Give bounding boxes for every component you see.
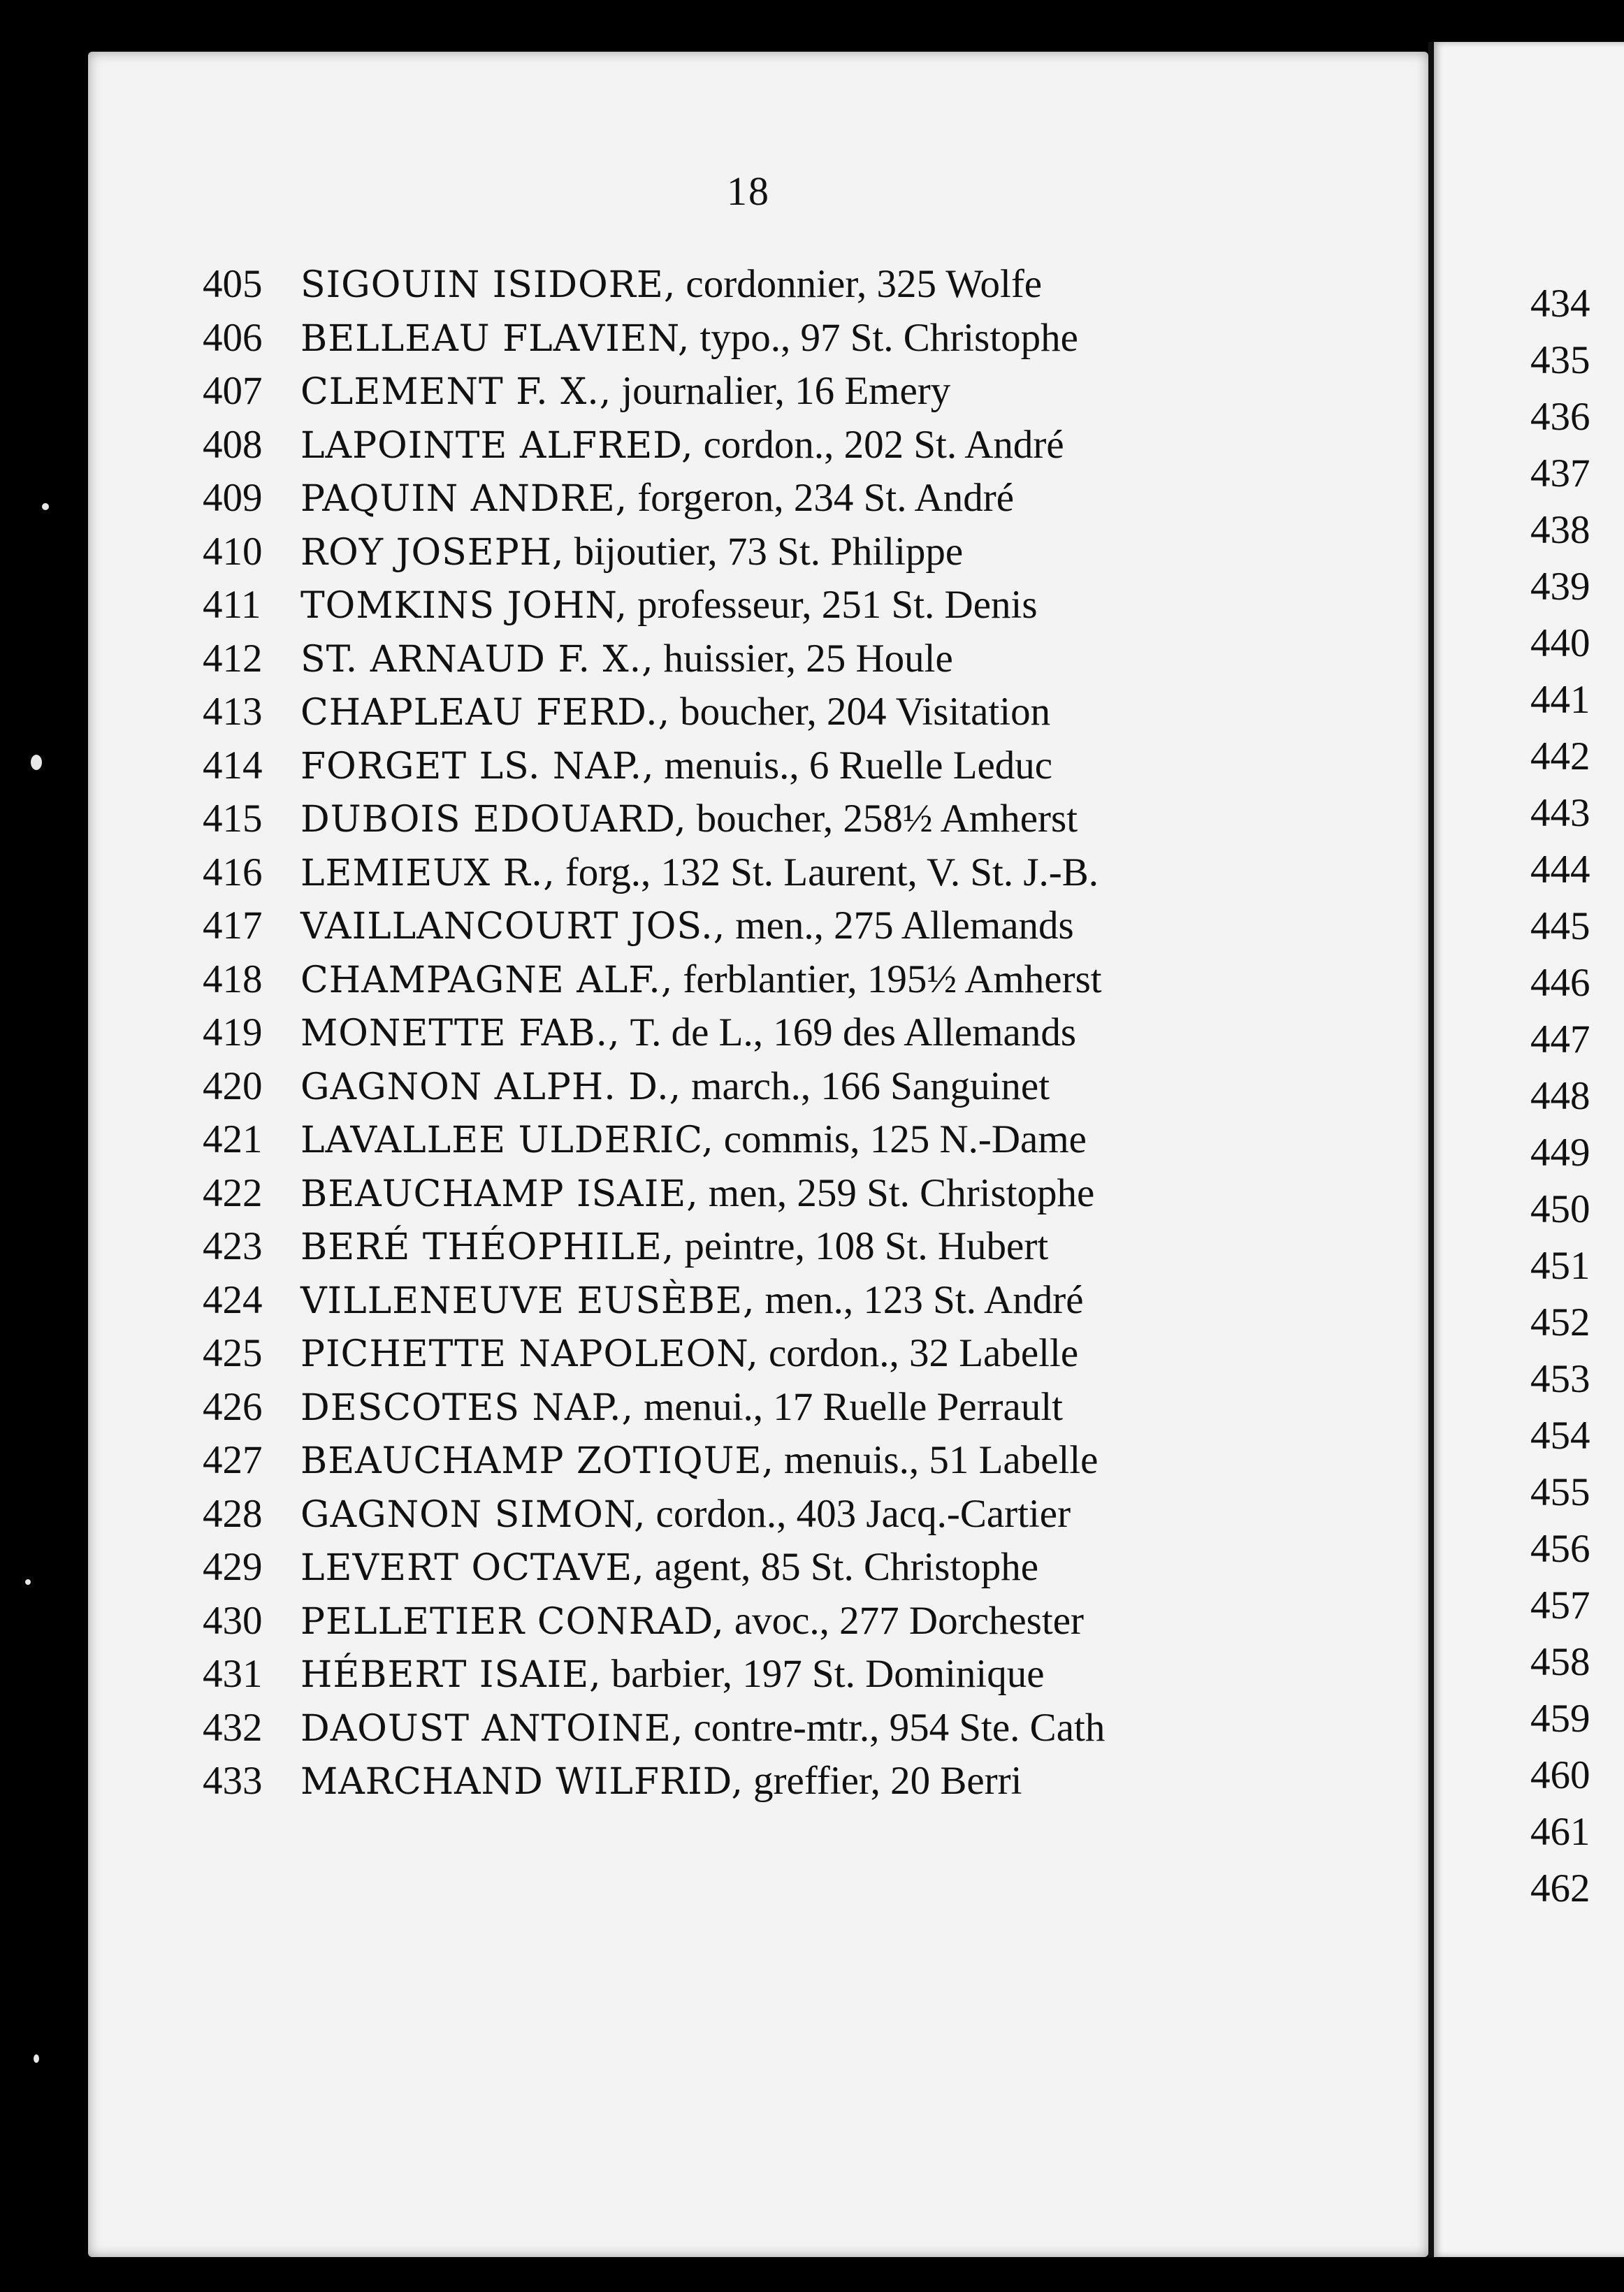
directory-entry: [203, 1491, 1307, 1545]
entry-number: 408: [203, 422, 263, 467]
entry-details: march., 166 Sanguinet: [691, 1064, 1050, 1108]
entry-details: menuis., 51 Labelle: [783, 1438, 1099, 1482]
right-page-entry-number: 456: [1530, 1527, 1590, 1571]
entry-details: bijoutier, 73 St. Philippe: [574, 529, 964, 574]
directory-entry: [203, 368, 1307, 422]
directory-entry: [203, 1598, 1307, 1652]
entry-details: boucher, 204 Visitation: [680, 690, 1051, 734]
entry-name: BEAUCHAMP ISAIE,: [300, 1173, 699, 1215]
entry-details: typo., 97 St. Christophe: [699, 315, 1078, 360]
entry-name: DESCOTES NAP.,: [300, 1386, 635, 1429]
entry-name: LEMIEUX R.,: [300, 852, 556, 894]
entry-details: forg., 132 St. Laurent, V. St. J.-B.: [565, 850, 1099, 894]
directory-entry: [203, 1651, 1307, 1705]
entry-name: MONETTE FAB.,: [300, 1013, 621, 1054]
directory-entry: [203, 1117, 1307, 1170]
entry-number: 405: [203, 262, 263, 306]
directory-entry: [203, 689, 1307, 743]
directory-entry: [203, 850, 1307, 904]
entry-name: PELLETIER CONRAD,: [300, 1600, 725, 1643]
right-page-entry-number: 434: [1530, 282, 1590, 326]
entry-details: boucher, 258½ Amherst: [696, 797, 1078, 841]
right-page-entry-number: 457: [1530, 1583, 1590, 1627]
directory-entry: [203, 1277, 1307, 1331]
entry-number: 409: [203, 476, 263, 520]
entry-number: 430: [203, 1598, 263, 1643]
entry-details: huissier, 25 Houle: [663, 636, 953, 681]
entry-name: PAQUIN ANDRE,: [300, 478, 628, 520]
entry-number: 415: [203, 797, 263, 841]
entry-name: VILLENEUVE EUSÈBE,: [300, 1279, 755, 1322]
entry-details: forgeron, 234 St. André: [637, 476, 1014, 520]
entry-number: 429: [203, 1545, 263, 1589]
entry-name: ROY JOSEPH,: [300, 531, 565, 574]
entry-number: 407: [203, 369, 263, 413]
directory-entry: [203, 957, 1307, 1010]
entry-details: cordon., 32 Labelle: [768, 1331, 1079, 1375]
entry-number: 425: [203, 1331, 263, 1375]
right-page-entry-number: 442: [1530, 734, 1590, 778]
entry-number: 413: [203, 690, 263, 734]
entry-details: ferblantier, 195½ Amherst: [683, 957, 1102, 1001]
right-page-entry-number: 439: [1530, 565, 1590, 609]
entry-details: greffier, 20 Berri: [753, 1759, 1022, 1803]
entry-number: 431: [203, 1652, 263, 1696]
directory-entry: [203, 1330, 1307, 1384]
right-page-entry-number: 444: [1530, 848, 1590, 892]
paper-speck: [42, 503, 49, 510]
entry-number: 432: [203, 1705, 263, 1750]
entry-number: 428: [203, 1491, 263, 1536]
right-page-entry-number: 447: [1530, 1017, 1590, 1061]
right-page-numbers: [1530, 281, 1624, 1922]
entry-details: avoc., 277 Dorchester: [734, 1598, 1084, 1643]
directory-entry: [203, 1170, 1307, 1224]
entry-name: BELLEAU FLAVIEN,: [300, 317, 690, 360]
entry-name: BERÉ THÉOPHILE,: [300, 1226, 675, 1268]
entry-number: 419: [203, 1010, 263, 1054]
right-page-entry-number: 462: [1530, 1866, 1590, 1910]
directory-entry: [203, 422, 1307, 476]
entry-name: MARCHAND WILFRID,: [300, 1761, 744, 1803]
right-page-entry-number: 460: [1530, 1753, 1590, 1797]
directory-entry: [203, 903, 1307, 957]
entry-number: 424: [203, 1277, 263, 1322]
entry-name: SIGOUIN ISIDORE,: [300, 264, 676, 306]
entry-number: 418: [203, 957, 263, 1001]
paper-speck: [34, 2054, 39, 2063]
directory-entry: [203, 261, 1307, 315]
entry-name: ST. ARNAUD F. X.,: [300, 638, 654, 681]
directory-entry: [203, 529, 1307, 583]
page-number: 18: [727, 168, 770, 214]
entry-name: TOMKINS JOHN,: [300, 585, 628, 627]
entry-details: professeur, 251 St. Denis: [637, 583, 1038, 627]
entry-details: menuis., 6 Ruelle Leduc: [664, 743, 1053, 788]
entry-details: contre-mtr., 954 Ste. Cath: [693, 1705, 1105, 1750]
entry-name: GAGNON ALPH. D.,: [300, 1066, 682, 1108]
right-page-entry-number: 446: [1530, 961, 1590, 1005]
directory-entry: [203, 582, 1307, 636]
entry-name: CHAMPAGNE ALF.,: [300, 959, 674, 1001]
right-page-entry-number: 438: [1530, 508, 1590, 552]
entry-number: 420: [203, 1064, 263, 1108]
entry-number: 416: [203, 850, 263, 894]
entry-number: 414: [203, 743, 263, 788]
paper-speck: [25, 1579, 31, 1585]
directory-entry: [203, 315, 1307, 369]
directory-entry: [203, 743, 1307, 797]
entry-number: 411: [203, 583, 261, 627]
directory-entry: [203, 1064, 1307, 1117]
directory-entry: [203, 1544, 1307, 1598]
entry-number: 426: [203, 1384, 263, 1429]
entry-details: cordonnier, 325 Wolfe: [686, 262, 1043, 306]
directory-entry: [203, 1224, 1307, 1277]
right-page-entry-number: 435: [1530, 338, 1590, 382]
right-page-entry-number: 448: [1530, 1074, 1590, 1118]
directory-entry: [203, 636, 1307, 690]
directory-entry: [203, 1010, 1307, 1064]
entry-number: 412: [203, 636, 263, 681]
directory-entries: [203, 261, 1307, 1812]
entry-details: journalier, 16 Emery: [621, 369, 951, 413]
entry-details: barbier, 197 St. Dominique: [611, 1652, 1045, 1696]
entry-details: men., 123 St. André: [764, 1277, 1084, 1322]
entry-number: 423: [203, 1224, 263, 1268]
entry-details: agent, 85 St. Christophe: [654, 1545, 1039, 1589]
entry-details: peintre, 108 St. Hubert: [684, 1224, 1049, 1268]
directory-entry: [203, 475, 1307, 529]
right-page-entry-number: 453: [1530, 1357, 1590, 1401]
right-page-entry-number: 455: [1530, 1470, 1590, 1514]
right-page-entry-number: 436: [1530, 395, 1590, 439]
directory-entry: [203, 1758, 1307, 1812]
entry-number: 406: [203, 315, 263, 360]
entry-name: LEVERT OCTAVE,: [300, 1547, 645, 1589]
entry-name: VAILLANCOURT JOS.,: [300, 906, 726, 948]
right-page-entry-number: 445: [1530, 904, 1590, 948]
entry-name: LAPOINTE ALFRED,: [300, 424, 694, 467]
directory-entry: [203, 1437, 1307, 1491]
right-page-entry-number: 441: [1530, 678, 1590, 722]
directory-entry: [203, 796, 1307, 850]
entry-number: 427: [203, 1438, 263, 1482]
entry-number: 433: [203, 1759, 263, 1803]
entry-name: CHAPLEAU FERD.,: [300, 692, 671, 734]
entry-name: GAGNON SIMON,: [300, 1493, 646, 1536]
entry-name: BEAUCHAMP ZOTIQUE,: [300, 1440, 774, 1482]
entry-name: FORGET LS. NAP.,: [300, 745, 655, 788]
right-page-entry-number: 451: [1530, 1244, 1590, 1288]
entry-name: LAVALLEE ULDERIC,: [300, 1119, 714, 1161]
right-page-entry-number: 452: [1530, 1300, 1590, 1344]
entry-number: 422: [203, 1170, 263, 1215]
entry-name: CLEMENT F. X.,: [300, 371, 612, 413]
right-page-entry-number: 458: [1530, 1640, 1590, 1684]
directory-entry: [203, 1705, 1307, 1759]
entry-name: DUBOIS EDOUARD,: [300, 799, 687, 841]
right-page-entry-number: 459: [1530, 1697, 1590, 1741]
right-page-entry-number: 437: [1530, 451, 1590, 495]
entry-details: T. de L., 169 des Allemands: [630, 1010, 1077, 1054]
entry-name: PICHETTE NAPOLEON,: [300, 1333, 759, 1375]
right-page-entry-number: 450: [1530, 1187, 1590, 1231]
entry-details: cordon., 202 St. André: [703, 422, 1064, 467]
entry-number: 417: [203, 904, 263, 948]
entry-number: 410: [203, 529, 263, 574]
entry-number: 421: [203, 1117, 263, 1161]
entry-details: menui., 17 Ruelle Perrault: [644, 1384, 1064, 1429]
paper-speck: [31, 755, 42, 770]
entry-name: HÉBERT ISAIE,: [300, 1654, 602, 1696]
entry-details: cordon., 403 Jacq.-Cartier: [655, 1491, 1071, 1536]
right-page-entry-number: 440: [1530, 621, 1590, 665]
right-page-entry-number: 443: [1530, 791, 1590, 835]
right-page-entry-number: 454: [1530, 1414, 1590, 1458]
entry-name: DAOUST ANTOINE,: [300, 1707, 684, 1750]
entry-details: men, 259 St. Christophe: [708, 1170, 1095, 1215]
right-page-entry-number: 449: [1530, 1131, 1590, 1175]
directory-entry: [203, 1384, 1307, 1438]
right-page-entry-number: 461: [1530, 1810, 1590, 1854]
entry-details: men., 275 Allemands: [735, 904, 1074, 948]
entry-details: commis, 125 N.-Dame: [723, 1117, 1087, 1161]
